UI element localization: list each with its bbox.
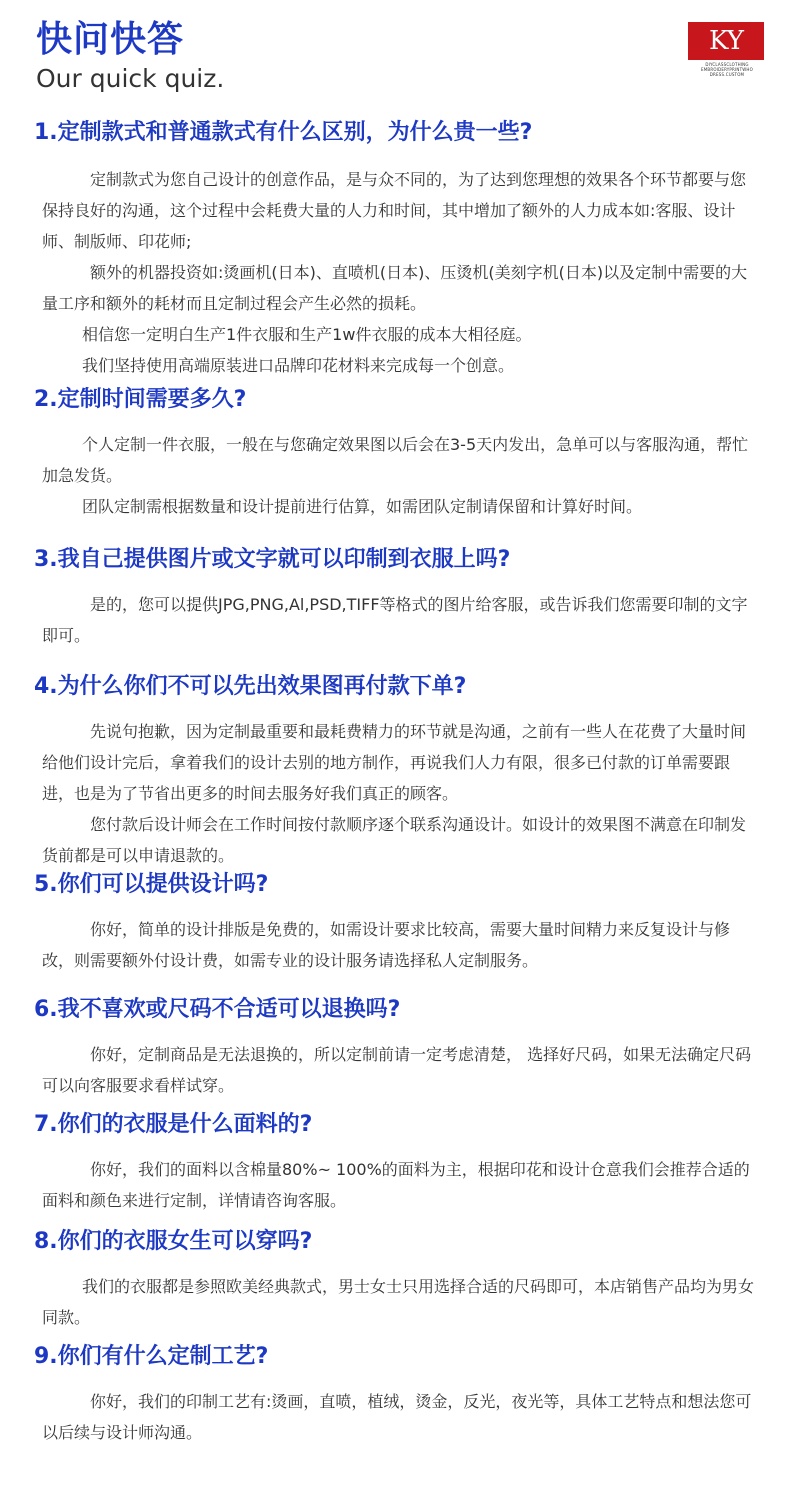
answer-paragraph: 我们坚持使用高端原装进口品牌印花材料来完成每一个创意。	[82, 356, 515, 375]
faq-item-9	[0, 1342, 790, 1448]
faq-item-1	[0, 118, 790, 381]
faq-question: 9.你们有什么定制工艺?	[34, 1344, 269, 1369]
answer-paragraph: 相信您一定明白生产1件衣服和生产1w件衣服的成本大相径庭。	[82, 325, 532, 344]
faq-answer	[0, 1386, 790, 1448]
answer-paragraph: 团队定制需根据数量和设计提前进行估算，如需团队定制请保留和计算好时间。	[82, 497, 643, 516]
answer-paragraph: 你好，我们的印制工艺有:烫画，直喷，植绒，烫金，反光，夜光等，具体工艺特点和想法您可以后续与设计师沟通。	[42, 1392, 752, 1442]
faq-answer	[0, 1039, 790, 1101]
faq-question: 4.为什么你们不可以先出效果图再付款下单?	[34, 674, 467, 699]
answer-paragraph: 个人定制一件衣服，一般在与您确定效果图以后会在3-5天内发出，急单可以与客服沟通，帮忙加急发货。	[42, 435, 749, 485]
answer-paragraph: 你好，简单的设计排版是免费的，如需设计要求比较高，需要大量时间精力来反复设计与修改，则需要额外付设计费，如需专业的设计服务请选择私人定制服务。	[42, 920, 731, 970]
answer-paragraph: 额外的机器投资如:烫画机(日本)、直喷机(日本)、压烫机(美刻字机(日本)以及定制中需要的大量工序和额外的耗材而且定制过程会产生必然的损耗。	[42, 263, 748, 313]
answer-paragraph: 定制款式为您自己设计的创意作品，是与众不同的，为了达到您理想的效果各个环节都要与您保持良好的沟通，这个过程中会耗费大量的人力和时间，其中增加了额外的人力成本如:客服、设计师、制版师、印花师;	[42, 170, 747, 251]
answer-paragraph: 先说句抱歉，因为定制最重要和最耗费精力的环节就是沟通，之前有一些人在花费了大量时间给他们设计完后，拿着我们的设计去别的地方制作，再说我们人力有限，很多已付款的订单需要跟进，也是为了节省出更多的时间去服务好我们真正的顾客。	[42, 722, 747, 803]
faq-answer	[0, 716, 790, 871]
faq-item-7	[0, 1110, 790, 1216]
faq-answer	[0, 1154, 790, 1216]
faq-answer	[0, 1271, 790, 1333]
logo-mark	[688, 22, 764, 60]
faq-item-6	[0, 995, 790, 1101]
faq-answer	[0, 914, 790, 976]
faq-item-3	[0, 545, 790, 651]
faq-question: 7.你们的衣服是什么面料的?	[34, 1112, 313, 1137]
faq-question: 2.定制时间需要多久?	[34, 387, 247, 412]
answer-paragraph: 是的，您可以提供JPG,PNG,Al,PSD,TIFF等格式的图片给客服，或告诉我们您需要印制的文字即可。	[42, 595, 748, 645]
faq-question: 6.我不喜欢或尺码不合适可以退换吗?	[34, 997, 401, 1022]
page-subtitle: Our quick quiz.	[36, 64, 225, 93]
faq-item-4	[0, 672, 790, 871]
logo-tagline: DIYCLASSCLOTHING EMBROIDERYPRINTWHO DRESS.CUSTOM	[701, 62, 753, 77]
brand-logo	[688, 22, 766, 82]
faq-answer	[0, 429, 790, 522]
faq-answer	[0, 589, 790, 651]
answer-paragraph: 我们的衣服都是参照欧美经典款式，男士女士只用选择合适的尺码即可，本店销售产品均为男女同款。	[42, 1277, 755, 1327]
answer-paragraph: 你好，定制商品是无法退换的，所以定制前请一定考虑清楚， 选择好尺码，如果无法确定尺码可以向客服要求看样试穿。	[42, 1045, 752, 1095]
page-title: 快问快答	[36, 19, 185, 60]
faq-item-5	[0, 870, 790, 976]
faq-question: 1.定制款式和普通款式有什么区别，为什么贵一些?	[34, 120, 533, 145]
faq-item-2	[0, 385, 790, 522]
answer-paragraph: 您付款后设计师会在工作时间按付款顺序逐个联系沟通设计。如设计的效果图不满意在印制发货前都是可以申请退款的。	[42, 815, 747, 865]
faq-question: 3.我自己提供图片或文字就可以印制到衣服上吗?	[34, 547, 511, 572]
faq-item-8	[0, 1227, 790, 1333]
faq-answer	[0, 164, 790, 381]
answer-paragraph: 你好，我们的面料以含棉量80%~ 100%的面料为主，根据印花和设计仓意我们会推荐合适的面料和颜色来进行定制，详情请咨询客服。	[42, 1160, 750, 1210]
logo-text: KY	[709, 26, 743, 56]
faq-question: 5.你们可以提供设计吗?	[34, 872, 269, 897]
page-header	[0, 0, 790, 100]
faq-question: 8.你们的衣服女生可以穿吗?	[34, 1229, 313, 1254]
